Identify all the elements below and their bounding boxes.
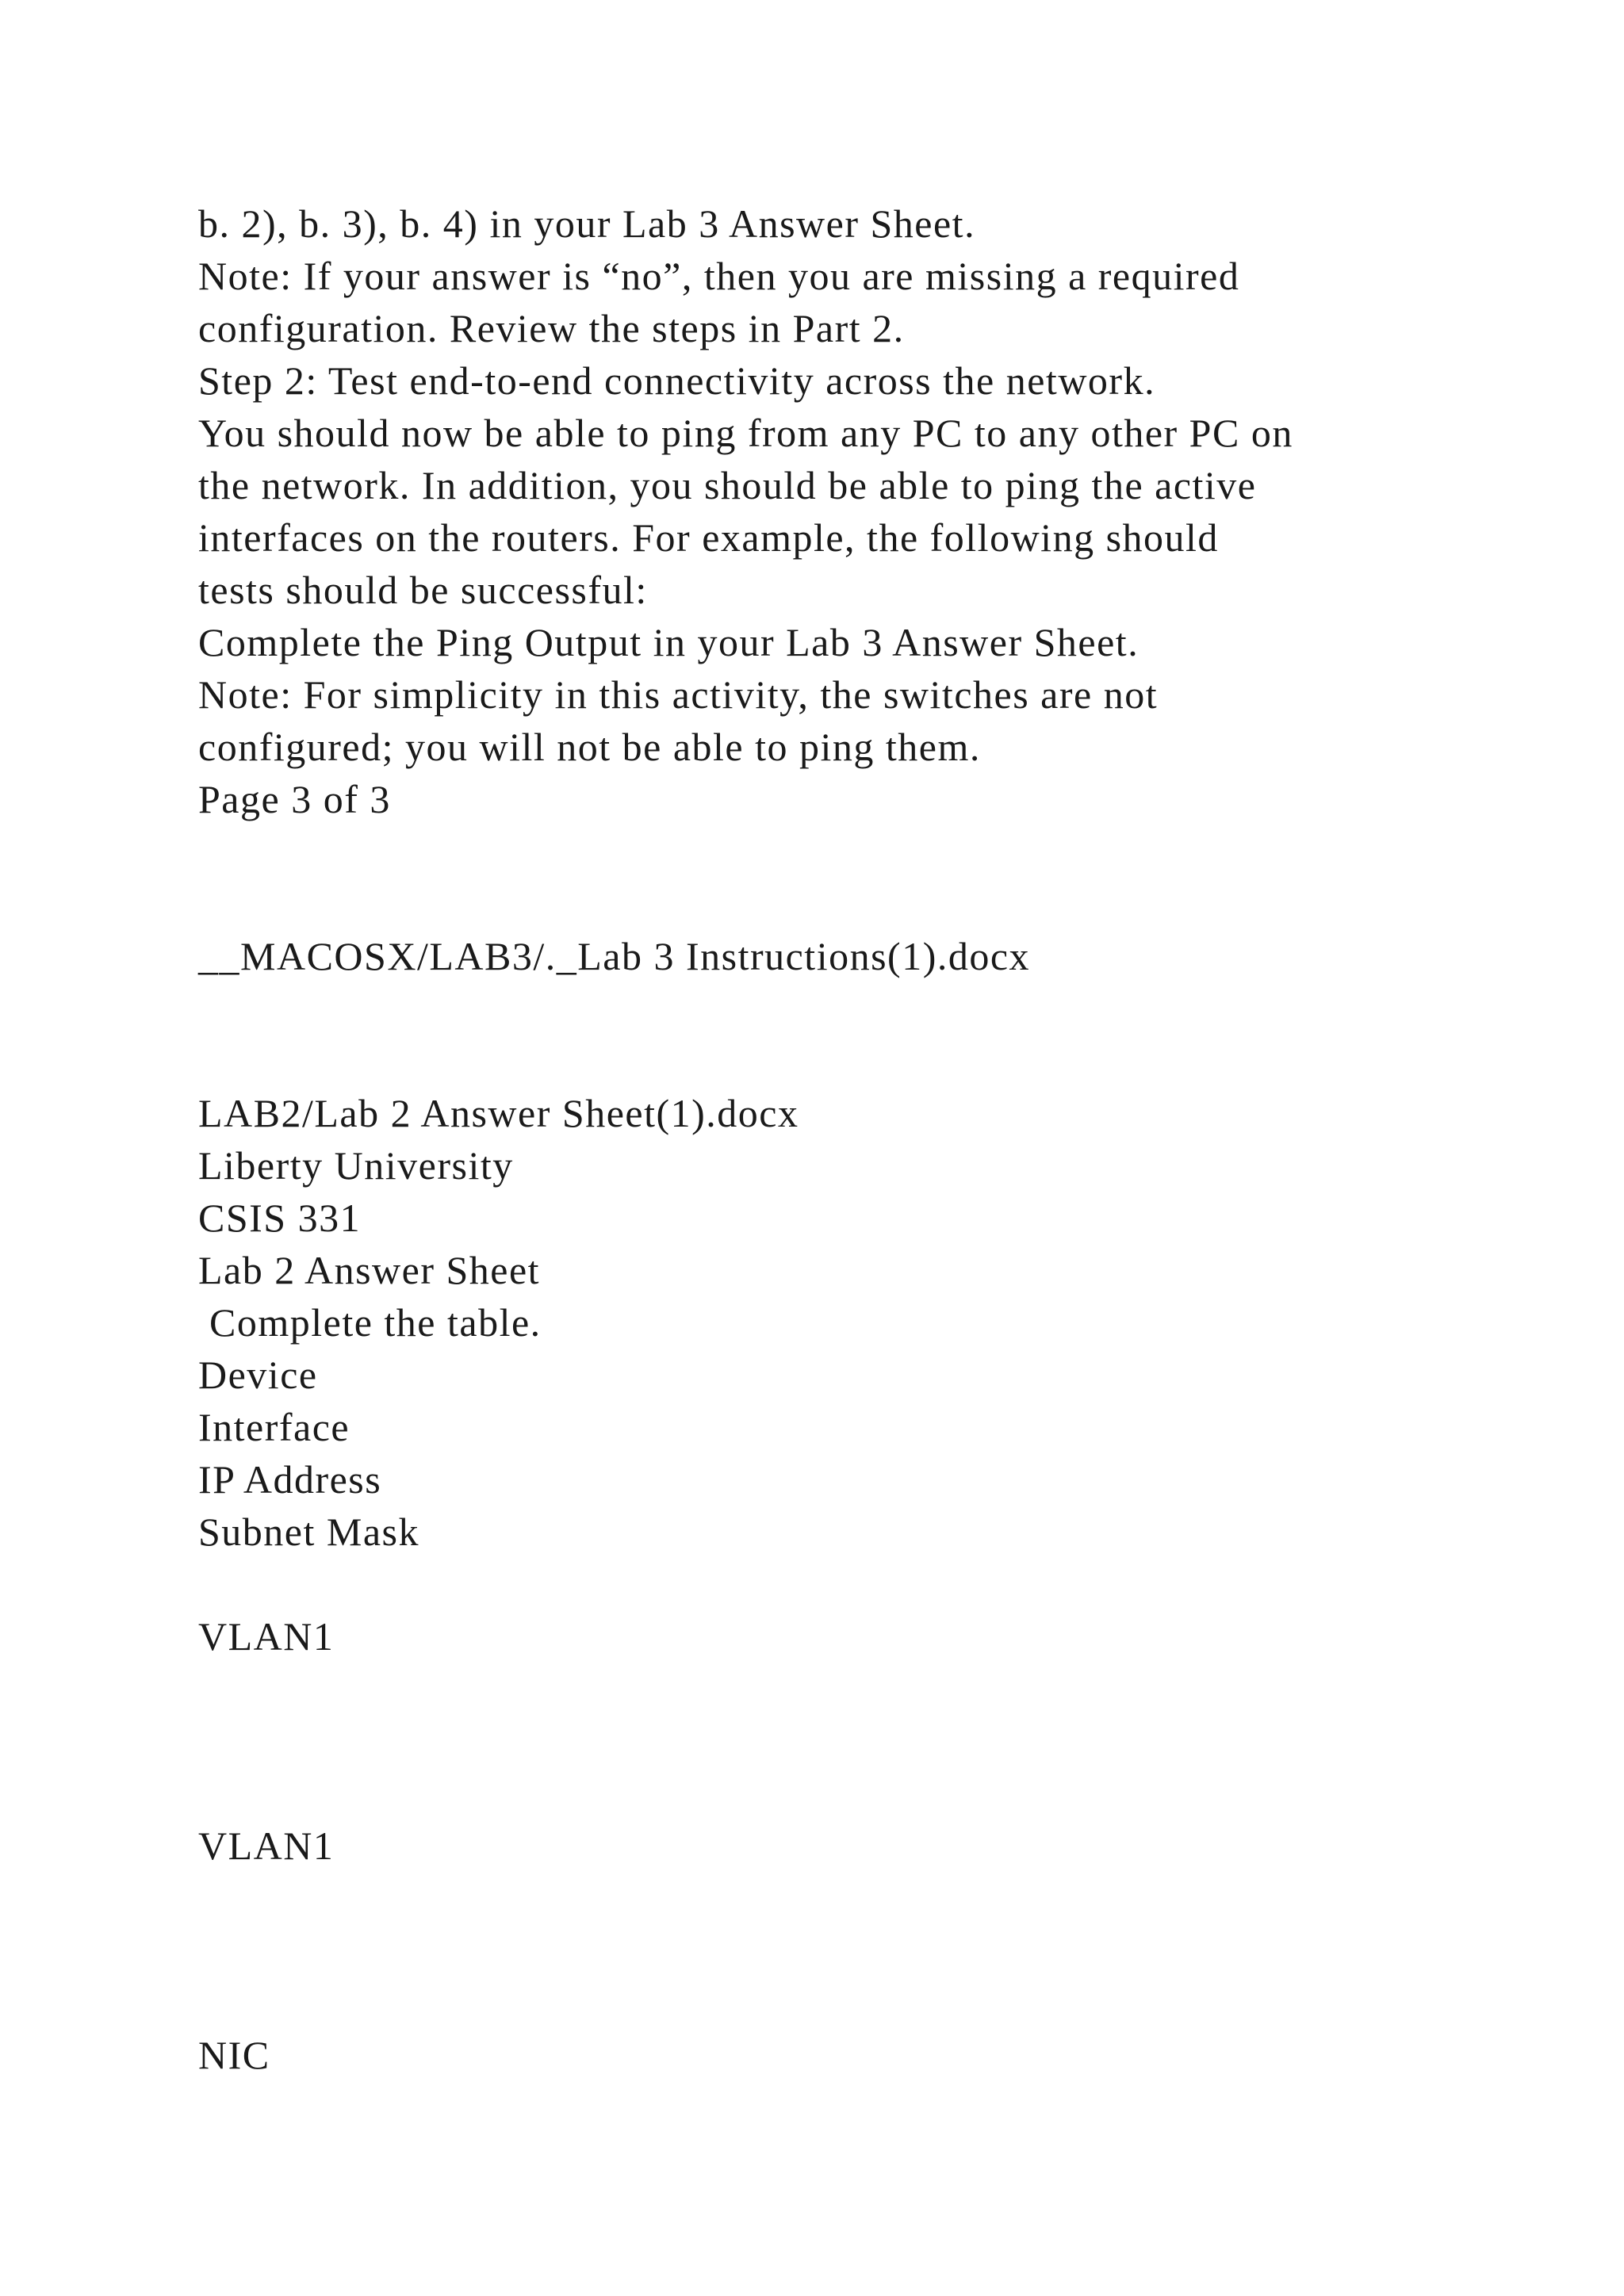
text-line: Note: If your answer is “no”, then you are missing a required (198, 254, 1240, 298)
text-line: Complete the Ping Output in your Lab 3 Answer Sheet. (198, 620, 1139, 664)
text-line: Liberty University (198, 1143, 514, 1188)
text-line: configured; you will not be able to ping them. (198, 725, 981, 769)
text-line: configuration. Review the steps in Part 2. (198, 306, 905, 350)
table-header-text: Device (198, 1353, 318, 1397)
text-line: Step 2: Test end-to-end connectivity across the network. (198, 358, 1156, 403)
text-line: b. 2), b. 3), b. 4) in your Lab 3 Answer Sheet. (198, 201, 976, 246)
text-line: Lab 2 Answer Sheet (198, 1248, 541, 1292)
file-path-line: LAB2/Lab 2 Answer Sheet(1).docx (198, 1091, 799, 1135)
page-number: Page 3 of 3 (198, 777, 391, 821)
text-line: Complete the table. (198, 1300, 542, 1345)
text-line: interfaces on the routers. For example, the following should (198, 515, 1219, 560)
table-header-text: Subnet Mask (198, 1510, 419, 1554)
table-cell-text: NIC (198, 2033, 270, 2077)
table-cell-text: VLAN1 (198, 1823, 335, 1868)
text-line: Note: For simplicity in this activity, the switches are not (198, 672, 1159, 717)
text-line: the network. In addition, you should be able to ping the active (198, 463, 1257, 507)
file-path-line: __MACOSX/LAB3/._Lab 3 Instructions(1).docx (198, 934, 1031, 978)
table-header-text: IP Address (198, 1457, 382, 1502)
text-line: tests should be successful: (198, 568, 648, 612)
table-header-text: Interface (198, 1405, 350, 1449)
text-line: CSIS 331 (198, 1196, 362, 1240)
table-cell-text: VLAN1 (198, 1614, 335, 1659)
text-line: You should now be able to ping from any PC to any other PC on (198, 411, 1293, 455)
